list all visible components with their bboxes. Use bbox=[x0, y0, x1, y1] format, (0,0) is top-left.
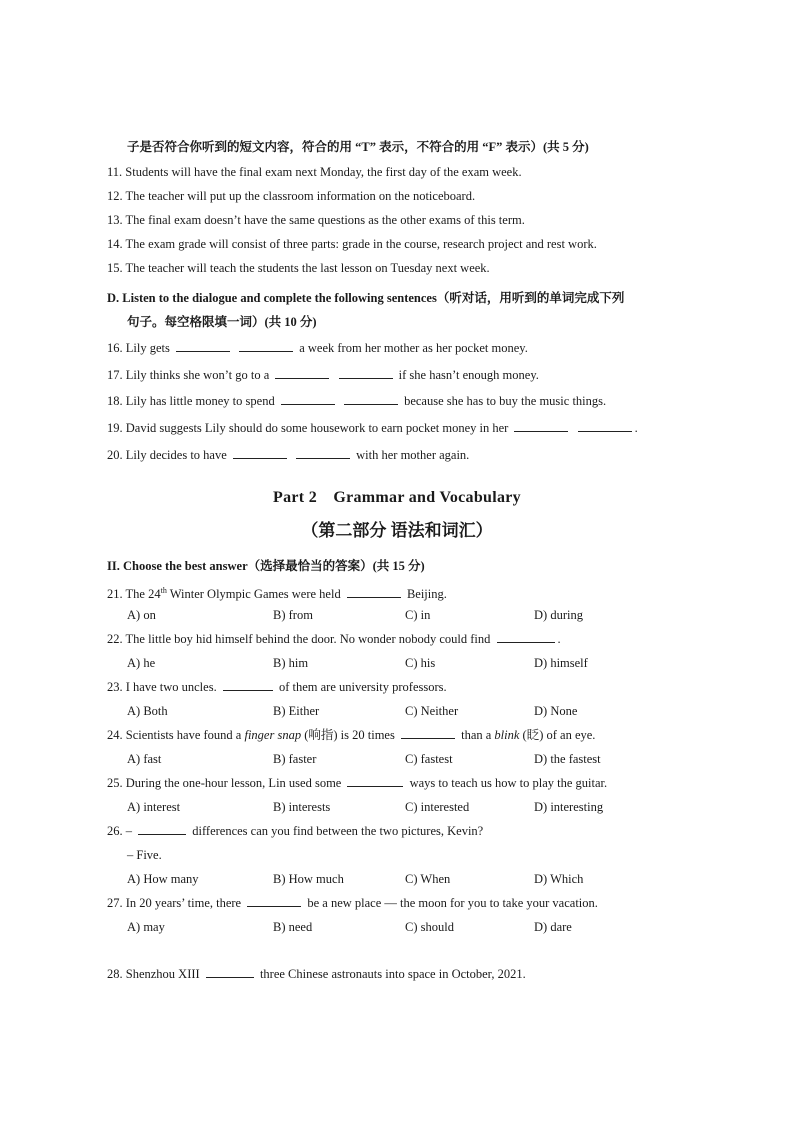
question-25 bbox=[107, 775, 607, 791]
q18-text-b: because she has to buy the music things. bbox=[404, 394, 607, 408]
q17-blank-1[interactable] bbox=[275, 367, 329, 379]
q26-option-b[interactable]: B) How much bbox=[273, 872, 344, 886]
section-d-instruction: D. Listen to the dialogue and complete the following sentences（听对话，用听到的单词完成下列 bbox=[107, 291, 625, 305]
question-12: 12. The teacher will put up the classroom information on the noticeboard. bbox=[107, 189, 476, 203]
q23-option-c[interactable]: C) Neither bbox=[405, 704, 459, 718]
q19-blank-2[interactable] bbox=[578, 420, 632, 432]
q20-blank-1[interactable] bbox=[233, 447, 287, 459]
q21-option-d[interactable]: D) during bbox=[534, 608, 583, 622]
q28-blank[interactable] bbox=[206, 966, 254, 978]
question-26 bbox=[107, 823, 483, 839]
q17-text-b: if she hasn’t enough money. bbox=[398, 368, 539, 382]
q24-option-c[interactable]: C) fastest bbox=[405, 752, 453, 766]
q24-text-c: than a bbox=[461, 728, 495, 742]
q22-option-c[interactable]: C) his bbox=[405, 656, 436, 670]
q25-option-b[interactable]: B) interests bbox=[273, 800, 331, 814]
q26-option-c[interactable]: C) When bbox=[405, 872, 451, 886]
q22-option-a[interactable]: A) he bbox=[127, 656, 156, 670]
q21-text-a: 21. The 24 bbox=[107, 587, 161, 602]
q26-option-d[interactable]: D) Which bbox=[534, 872, 584, 886]
q21-text-b: Winter Olympic Games were held bbox=[166, 587, 341, 602]
q23-option-b[interactable]: B) Either bbox=[273, 704, 320, 718]
q16-blank-1[interactable] bbox=[176, 340, 230, 352]
q18-blank-1[interactable] bbox=[281, 393, 335, 405]
q27-option-b[interactable]: B) need bbox=[273, 920, 313, 934]
q24-text-a: 24. Scientists have found a bbox=[107, 728, 245, 742]
q28-text-c: three Chinese astronauts into space in October, 2021. bbox=[259, 967, 526, 981]
q25-text-c: ways to teach us how to play the guitar. bbox=[409, 776, 608, 790]
q21-text-c: Beijing. bbox=[406, 587, 447, 602]
q28-text-a: 28. Shenzhou XIII bbox=[107, 967, 200, 981]
q25-option-a[interactable]: A) interest bbox=[127, 800, 181, 814]
q23-text-c: of them are university professors. bbox=[278, 680, 447, 694]
q22-text-c: . bbox=[557, 632, 561, 646]
q21-option-a[interactable]: A) on bbox=[127, 608, 156, 622]
q22-option-d[interactable]: D) himself bbox=[534, 656, 588, 670]
q24-option-a[interactable]: A) fast bbox=[127, 752, 162, 766]
q20-text-b: with her mother again. bbox=[356, 448, 470, 462]
question-11: 11. Students will have the final exam next Monday, the first day of the exam week. bbox=[107, 165, 522, 179]
q19-text-b: . bbox=[634, 421, 638, 435]
question-20 bbox=[107, 447, 469, 463]
q25-option-c[interactable]: C) interested bbox=[405, 800, 470, 814]
q26-text-a: 26. – bbox=[107, 824, 132, 838]
q16-text-b: a week from her mother as her pocket money. bbox=[299, 341, 528, 355]
question-14: 14. The exam grade will consist of three parts: grade in the course, research project and rest work. bbox=[107, 237, 597, 251]
q26-reply: – Five. bbox=[127, 848, 162, 862]
q23-blank[interactable] bbox=[223, 679, 273, 691]
q27-blank[interactable] bbox=[247, 895, 301, 907]
question-22 bbox=[107, 631, 561, 647]
q22-blank[interactable] bbox=[497, 631, 555, 643]
q24-text-d: (眨) of an eye. bbox=[519, 728, 596, 742]
part2-subtitle: （第二部分 语法和词汇） bbox=[301, 521, 493, 540]
q24-italic-1: finger snap bbox=[244, 728, 302, 742]
question-24 bbox=[107, 727, 595, 743]
q25-text-a: 25. During the one-hour lesson, Lin used some bbox=[107, 776, 342, 790]
q19-text-a: 19. David suggests Lily should do some housework to earn pocket money in her bbox=[107, 421, 509, 435]
q21-blank[interactable] bbox=[347, 586, 401, 598]
q24-option-d[interactable]: D) the fastest bbox=[534, 752, 601, 766]
q24-italic-2: blink bbox=[494, 728, 520, 742]
question-27 bbox=[107, 895, 598, 911]
q26-text-c: differences can you find between the two pictures, Kevin? bbox=[192, 824, 484, 838]
q17-blank-2[interactable] bbox=[339, 367, 393, 379]
question-28 bbox=[107, 966, 526, 982]
question-17 bbox=[107, 367, 539, 383]
q27-option-d[interactable]: D) dare bbox=[534, 920, 572, 934]
q23-option-a[interactable]: A) Both bbox=[127, 704, 168, 718]
q23-text-a: 23. I have two uncles. bbox=[107, 680, 217, 694]
q26-option-a[interactable]: A) How many bbox=[127, 872, 199, 886]
section-ii-instruction: II. Choose the best answer（选择最恰当的答案）(共 15 分) bbox=[107, 559, 425, 573]
q18-text-a: 18. Lily has little money to spend bbox=[107, 394, 275, 408]
q27-option-c[interactable]: C) should bbox=[405, 920, 454, 934]
q16-blank-2[interactable] bbox=[239, 340, 293, 352]
section-c-instruction: 子是否符合你听到的短文内容，符合的用 “T” 表示，不符合的用 “F” 表示）(共 5 分) bbox=[127, 140, 589, 154]
q27-text-c: be a new place — the moon for you to take your vacation. bbox=[307, 896, 598, 910]
q24-text-b: (响指) is 20 times bbox=[301, 728, 395, 742]
q21-option-c[interactable]: C) in bbox=[405, 608, 431, 622]
q21-sup: th bbox=[160, 586, 167, 595]
q25-option-d[interactable]: D) interesting bbox=[534, 800, 604, 814]
q20-blank-2[interactable] bbox=[296, 447, 350, 459]
question-21 bbox=[107, 583, 447, 602]
q19-blank-1[interactable] bbox=[514, 420, 568, 432]
question-19 bbox=[107, 420, 638, 436]
q21-option-b[interactable]: B) from bbox=[273, 608, 313, 622]
q18-blank-2[interactable] bbox=[344, 393, 398, 405]
part2-title: Part 2 Grammar and Vocabulary bbox=[273, 489, 521, 506]
q16-text-a: 16. Lily gets bbox=[107, 341, 170, 355]
question-15: 15. The teacher will teach the students the last lesson on Tuesday next week. bbox=[107, 261, 490, 275]
q25-blank[interactable] bbox=[347, 775, 403, 787]
q20-text-a: 20. Lily decides to have bbox=[107, 448, 227, 462]
q27-text-a: 27. In 20 years’ time, there bbox=[107, 896, 242, 910]
question-18 bbox=[107, 393, 606, 409]
q24-blank[interactable] bbox=[401, 727, 455, 739]
q27-option-a[interactable]: A) may bbox=[127, 920, 165, 934]
q23-option-d[interactable]: D) None bbox=[534, 704, 578, 718]
question-16 bbox=[107, 340, 528, 356]
q26-blank[interactable] bbox=[138, 823, 186, 835]
q17-text-a: 17. Lily thinks she won’t go to a bbox=[107, 368, 270, 382]
section-d-instruction-line2: 句子。每空格限填一词）(共 10 分) bbox=[127, 315, 317, 329]
question-13: 13. The final exam doesn’t have the same questions as the other exams of this term. bbox=[107, 213, 525, 227]
q22-text-a: 22. The little boy hid himself behind the door. No wonder nobody could find bbox=[107, 632, 491, 646]
question-23 bbox=[107, 679, 447, 695]
q24-option-b[interactable]: B) faster bbox=[273, 752, 317, 766]
q22-option-b[interactable]: B) him bbox=[273, 656, 309, 670]
